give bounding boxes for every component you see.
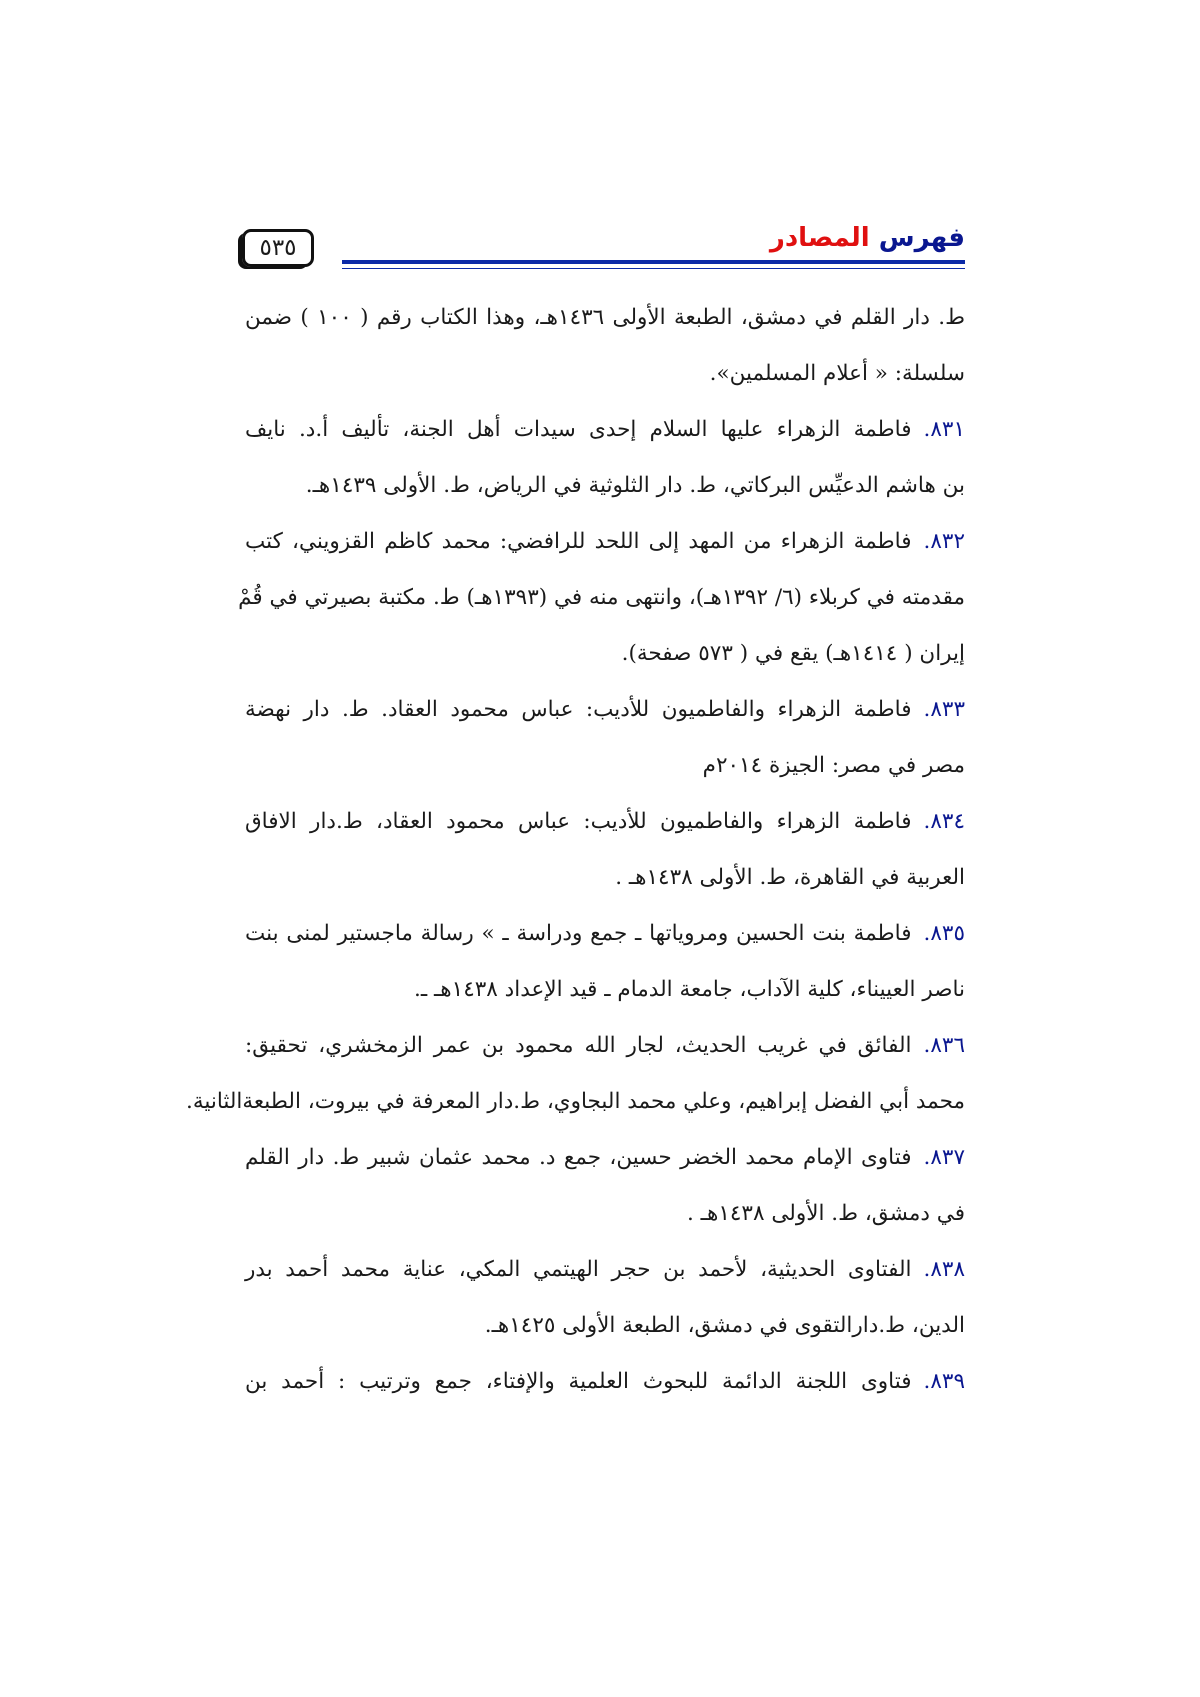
list-item (245, 290, 965, 402)
entry-line: فاطمة الزهراء عليها السلام إحدى سيدات أهل الجنة، تأليف أ.د. نايف (245, 417, 912, 442)
page-number: ٥٣٥ (259, 234, 297, 261)
entry-number: ٨٣٤. (923, 809, 965, 834)
entry-number: ٨٣٢. (923, 529, 965, 554)
entry-line: بن هاشم الدعيِّس البركاتي، ط. دار الثلوثية في الرياض، ط. الأولى ١٤٣٩هـ. (305, 473, 965, 498)
list-item (245, 682, 965, 794)
list-item (245, 402, 965, 514)
entry-line: الفتاوى الحديثية، لأحمد بن حجر الهيتمي المكي، عناية محمد أحمد بدر (245, 1257, 912, 1282)
entry-line: ط. دار القلم في دمشق، الطبعة الأولى ١٤٣٦هـ، وهذا الكتاب رقم ( ١٠٠ ) ضمن (245, 305, 965, 330)
entry-number: ٨٣٧. (923, 1145, 965, 1170)
header-title (770, 220, 965, 256)
entry-line: فاطمة الزهراء والفاطميون للأديب: عباس محمود العقاد. ط. دار نهضة (245, 697, 912, 722)
header-rule-thin (342, 268, 965, 269)
entry-number: ٨٣٥. (923, 921, 965, 946)
entry-number: ٨٣٩. (923, 1369, 965, 1394)
entry-line: سلسلة: « أعلام المسلمين». (709, 361, 965, 386)
entry-number: ٨٣٣. (923, 697, 965, 722)
bibliography-list (186, 290, 965, 1410)
list-item (245, 1130, 965, 1242)
page-header (242, 218, 965, 274)
list-item (186, 1018, 965, 1130)
entry-line: الدين، ط.دارالتقوى في دمشق، الطبعة الأولى ١٤٢٥هـ. (484, 1313, 965, 1338)
entry-line: إيران ( ١٤١٤هـ) يقع في ( ٥٧٣ صفحة). (621, 641, 965, 666)
header-title-word-2: المصادر (769, 223, 870, 253)
entry-number: ٨٣١. (923, 417, 965, 442)
entry-line: فاطمة الزهراء والفاطميون للأديب: عباس محمود العقاد، ط.دار الافاق (245, 809, 912, 834)
entry-line: فتاوى الإمام محمد الخضر حسين، جمع د. محمد عثمان شبير ط. دار القلم (245, 1145, 912, 1170)
entry-line: العربية في القاهرة، ط. الأولى ١٤٣٨هـ . (615, 865, 965, 890)
entry-line: محمد أبي الفضل إبراهيم، وعلي محمد البجاوي، ط.دار المعرفة في بيروت، الطبعةالثانية. (186, 1089, 965, 1114)
entry-line: في دمشق، ط. الأولى ١٤٣٨هـ . (687, 1201, 965, 1226)
list-item (245, 1354, 965, 1410)
entry-number: ٨٣٦. (923, 1033, 965, 1058)
entry-line: فاطمة بنت الحسين ومروياتها ـ جمع ودراسة ـ » رسالة ماجستير لمنى بنت (245, 921, 912, 946)
list-item (245, 794, 965, 906)
entry-line: مصر في مصر: الجيزة ٢٠١٤م (702, 753, 965, 778)
entry-line: فاطمة الزهراء من المهد إلى اللحد للرافضي: محمد كاظم القزويني، كتب (245, 529, 912, 554)
entry-line: مقدمته في كربلاء (٦/ ١٣٩٢هـ)، وانتهى منه في (١٣٩٣هـ) ط. مكتبة بصيرتي في قُمْ (238, 585, 965, 610)
list-item (245, 1242, 965, 1354)
entry-line: الفائق في غريب الحديث، لجار الله محمود بن عمر الزمخشري، تحقيق: (245, 1033, 912, 1058)
list-item (245, 906, 965, 1018)
entry-line: ناصر العييناء، كلية الآداب، جامعة الدمام ـ قيد الإعداد ١٤٣٨هـ ـ. (414, 977, 965, 1002)
header-title-word-1: فهرس (878, 223, 965, 253)
header-rule-thick (342, 260, 965, 264)
entry-line: فتاوى اللجنة الدائمة للبحوث العلمية والإفتاء، جمع وترتيب : أحمد بن (245, 1369, 912, 1394)
entry-number: ٨٣٨. (923, 1257, 965, 1282)
page-number-box (242, 229, 314, 267)
list-item (238, 514, 965, 682)
